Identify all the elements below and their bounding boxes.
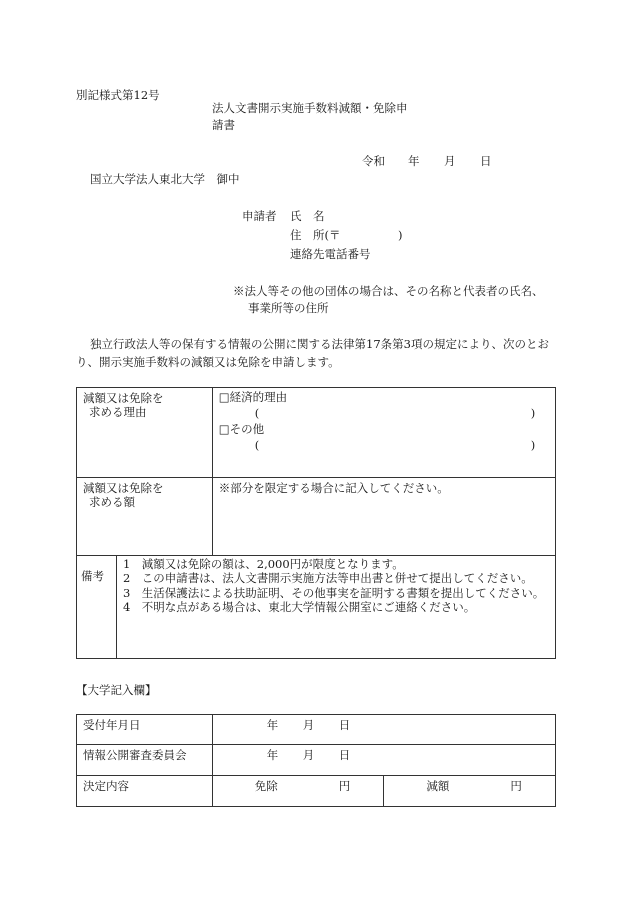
application-table <box>76 387 556 556</box>
reason-label-cell <box>77 388 213 478</box>
remarks-label: 備考 <box>81 569 104 583</box>
received-label-cell <box>77 715 213 745</box>
committee-day: 日 <box>338 748 351 762</box>
applicant-note-line2: 事業所等の住所 <box>248 301 329 315</box>
university-section-title: 【大学記入欄】 <box>76 683 157 697</box>
committee-year: 年 <box>266 748 279 762</box>
option-other-checkbox[interactable]: □その他 <box>218 422 265 436</box>
form-title-line2: 請書 <box>212 118 235 132</box>
remarks-label-cell <box>77 556 117 659</box>
applicant-name-label: 氏 名 <box>290 209 325 223</box>
decision-label: 決定内容 <box>83 779 129 793</box>
decision-label-cell <box>77 776 213 807</box>
exempt-yen: 円 <box>338 779 351 793</box>
committee-label-cell <box>77 745 213 776</box>
received-date-cell[interactable] <box>212 715 555 745</box>
reduce-yen: 円 <box>510 779 522 793</box>
reduce-label: 減額 <box>426 779 450 793</box>
reason-label-line2: 求める理由 <box>89 405 147 420</box>
amount-label-cell <box>77 478 213 556</box>
committee-date-cell[interactable] <box>212 745 555 776</box>
reduce-cell[interactable] <box>384 776 556 807</box>
remarks-content-cell <box>116 556 555 659</box>
date-day: 日 <box>480 154 492 168</box>
other-paren-close: ) <box>530 438 536 452</box>
received-day: 日 <box>338 718 351 732</box>
amount-label-line2: 求める額 <box>89 495 135 510</box>
other-paren-open: ( <box>254 438 260 452</box>
option-economic-checkbox[interactable]: □経済的理由 <box>218 390 288 404</box>
committee-month: 月 <box>302 748 315 762</box>
amount-label-line1: 減額又は免除を <box>83 481 164 495</box>
remarks-table <box>76 555 556 659</box>
remark-item: 2 この申請書は、法人文書開示実施方法等申出書と併せて提出してください。 <box>122 571 533 586</box>
committee-label: 情報公開審査委員会 <box>83 748 187 762</box>
amount-note: ※部分を限定する場合に記入してください。 <box>218 481 449 495</box>
remark-item: 4 不明な点がある場合は、東北大学情報公開室にご連絡ください。 <box>122 600 476 615</box>
applicant-address-label: 住 所(〒 ) <box>290 228 403 242</box>
remark-item: 1 減額又は免除の額は、2,000円が限度となります。 <box>122 557 404 571</box>
economic-paren-open: ( <box>254 406 260 420</box>
body-text-line2: り、開示実施手数料の減額又は免除を申請します。 <box>76 355 340 369</box>
date-month: 月 <box>444 154 456 168</box>
date-year: 年 <box>408 154 420 168</box>
received-month: 月 <box>302 718 315 732</box>
date-era: 令和 <box>362 154 385 168</box>
applicant-phone-label: 連絡先電話番号 <box>290 247 371 261</box>
applicant-note-line1: ※法人等その他の団体の場合は、その名称と代表者の氏名、 <box>233 284 544 298</box>
reason-content-cell[interactable] <box>212 388 555 478</box>
amount-content-cell[interactable] <box>212 478 555 556</box>
reason-label-line1: 減額又は免除を <box>83 391 164 405</box>
applicant-label: 申請者 <box>242 209 277 223</box>
university-table <box>76 714 556 807</box>
exempt-label: 免除 <box>254 779 278 793</box>
addressee: 国立大学法人東北大学 御中 <box>90 172 240 186</box>
received-year: 年 <box>266 718 279 732</box>
form-number: 別記様式第12号 <box>76 88 160 102</box>
form-title-line1: 法人文書開示実施手数料減額・免除申 <box>212 101 408 115</box>
economic-paren-close: ) <box>530 406 536 420</box>
remark-item: 3 生活保護法による扶助証明、その他事実を証明する書類を提出してください。 <box>122 585 545 600</box>
body-text-line1: 独立行政法人等の保有する情報の公開に関する法律第17条第3項の規定により、次のとお <box>90 337 549 351</box>
received-label: 受付年月日 <box>83 718 141 732</box>
exempt-cell[interactable] <box>212 776 384 807</box>
